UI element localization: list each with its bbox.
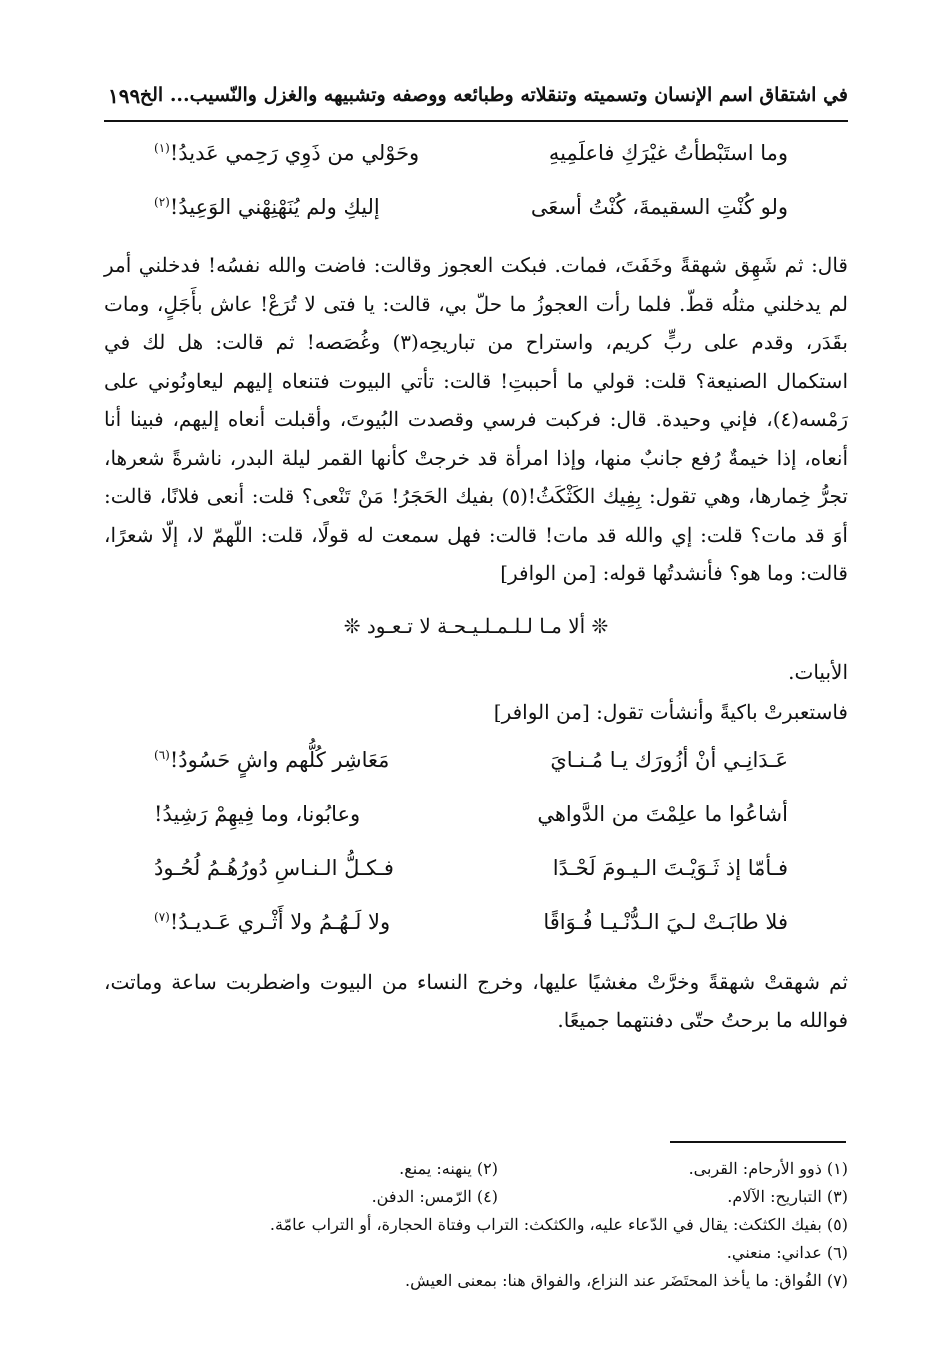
footnote-row [104, 1155, 848, 1183]
spacer [104, 949, 848, 963]
text-line: الأبيات. [788, 659, 848, 684]
text-line: فاستعبرتْ باكيةً وأنشأت تقول: [من الوافر] [493, 699, 848, 724]
verse-line [104, 126, 848, 180]
verse-second-hemistich: إليكِ ولم يُنَهْنِهْني الوَعِيدُ!$^{(٢)}$ [154, 195, 380, 219]
verse-first-hemistich: عَـدَانِـي أنْ أزُورَك يـا مُـنـايَ [550, 747, 788, 772]
footnote-6: (٦) عداني: منعني. [726, 1243, 848, 1262]
footnote-1: (١) ذوو الأرحام: القربى. [688, 1159, 848, 1178]
verse-line [104, 841, 848, 895]
centered-verse: ❊ ألا مـا لـلـمـلـيـحـة لا تـعـود ❊ [343, 613, 609, 638]
verse-second-hemistich: ولا لَـهُـمُ ولا أَثْـري عَـديـدُ!$^{(٧)}$ [154, 909, 391, 934]
verse-first-hemistich: أشاعُوا ما علِمْتَ من الدَّواهي [537, 801, 788, 826]
footnote-4: (٤) الرّمس: الدفن. [371, 1187, 498, 1206]
verse-second-hemistich: فـكـلُّ الـنـاسِ دُورُهُـمُ لُحُـودُ [154, 855, 394, 880]
verse-first-hemistich: ولو كُنْتِ السقيمةَ، كُنْتُ أسعَى [530, 195, 788, 219]
verse-line [104, 787, 848, 841]
footnote-row [104, 1183, 848, 1211]
footnote-marker: (٧) [154, 909, 170, 924]
footnote-marker: (٢) [154, 195, 170, 209]
verse-second-hemistich: وعابُونا، وما فِيهِمْ رَشِيدُ! [154, 801, 361, 826]
footnote-2: (٢) ينهنه: يمنع. [399, 1159, 498, 1178]
verse-line [104, 180, 848, 234]
footnote-divider [670, 1141, 846, 1143]
verse-first-hemistich: فلا طابَـتْ لـيَ الـدُّنْـيـا فُـوَاقًا [543, 909, 788, 934]
page-header [104, 80, 848, 122]
running-title: في اشتقاق اسم الإنسان وتسميته وتنقلاته وطبائعه ووصفه وتشبيهه والغزل والنّسيب... الخ [139, 84, 848, 106]
verse-line [104, 895, 848, 949]
footnotes [104, 1155, 848, 1295]
page-number: ١٩٩ [108, 84, 141, 108]
verse-first-hemistich: وما استَبْطأتُ غيْرَكِ فاعلَمِيهِ [548, 141, 788, 165]
prose-paragraph: قال: ثم شَهِق شهقةً وخَفَتَ، فمات. فبكت العجوز وقالت: فاضت والله نفسُه! فدخلني أمر لم يدخلني مثلُه قطّ. فلما رأت العجوزُ ما حلّ بي، قالت: يا فتى لا تُرَعْ! عاش بأَجَلٍ، ومات بقَدَر، وقدم على ربٍّ كريم، واستراح من تباريحِه(٣) وغُصَصه! ثم قالت: هل لك في استكمال الصنيعة؟ قلت: قولي ما أحببتِ! قالت: تأتي البيوت فتنعاه إليهم ليعاونُوني على رَمْسه(٤)، فإني وحيدة. قال: فركبت فرسي وقصدت البُيوتَ، وأقبلت أنعاه إليهم، فبينا أنا أنعاه، إذا خيمةٌ رُفع جانبٌ منها، وإذا امرأة قد خرجتْ كأنها القمر ليلة البدر، ناشرةً شعرها، تجرُّ خِمارها، وهي تقول: بِفِيك الكَثْكَثُ!(٥) بفيك الحَجَرُ! مَنْ تَنْعى؟ قلت: أنعى فلانًا، قالت: أوَ قد مات؟ قلت: إي والله قد مات! قالت: فهل سمعت له قولًا، قلت: اللّهمّ لا، إلّا شعرًا، قالت: وما هو؟ فأنشدتُها قوله: [من الوافر] [104, 253, 848, 585]
main-text [104, 126, 848, 1040]
verse-second-hemistich: وحَوْلي من ذَوِي رَحِمي عَديدُ!$^{(١)}$ [154, 141, 420, 165]
verse-second-hemistich: مَعَاشِر كُلُّهم واشٍ حَسُودُ!$^{(٦)}$ [154, 747, 390, 772]
footnote-7: (٧) الفُواق: ما يأخذ المحتَضَر عند النزاع، والفواق هنا: بمعنى العيش. [404, 1271, 848, 1290]
verse-first-hemistich: فـأمّا إذ ثَـوَيْـتَ الـيـومَ لَحْـدًا [552, 855, 788, 880]
footnote-5: (٥) بفيك الكثكث: يقال في الدّعاء عليه، والكثكث: التراب وفتاة الحجارة، أو التراب عامّة. [269, 1215, 848, 1234]
verse-line [104, 733, 848, 787]
footnote-marker: (٦) [154, 747, 170, 762]
prose-paragraph: ثم شهقتْ شهقةً وخرَّتْ مغشيًا عليها، وخرج النساء من البيوت واضطربت ساعة وماتت، فوالله ما برحتُ حتّى دفنتهما جميعًا. [104, 969, 848, 1032]
footnote-3: (٣) التباريح: الآلام. [727, 1187, 848, 1206]
footnote-marker: (١) [154, 141, 170, 155]
